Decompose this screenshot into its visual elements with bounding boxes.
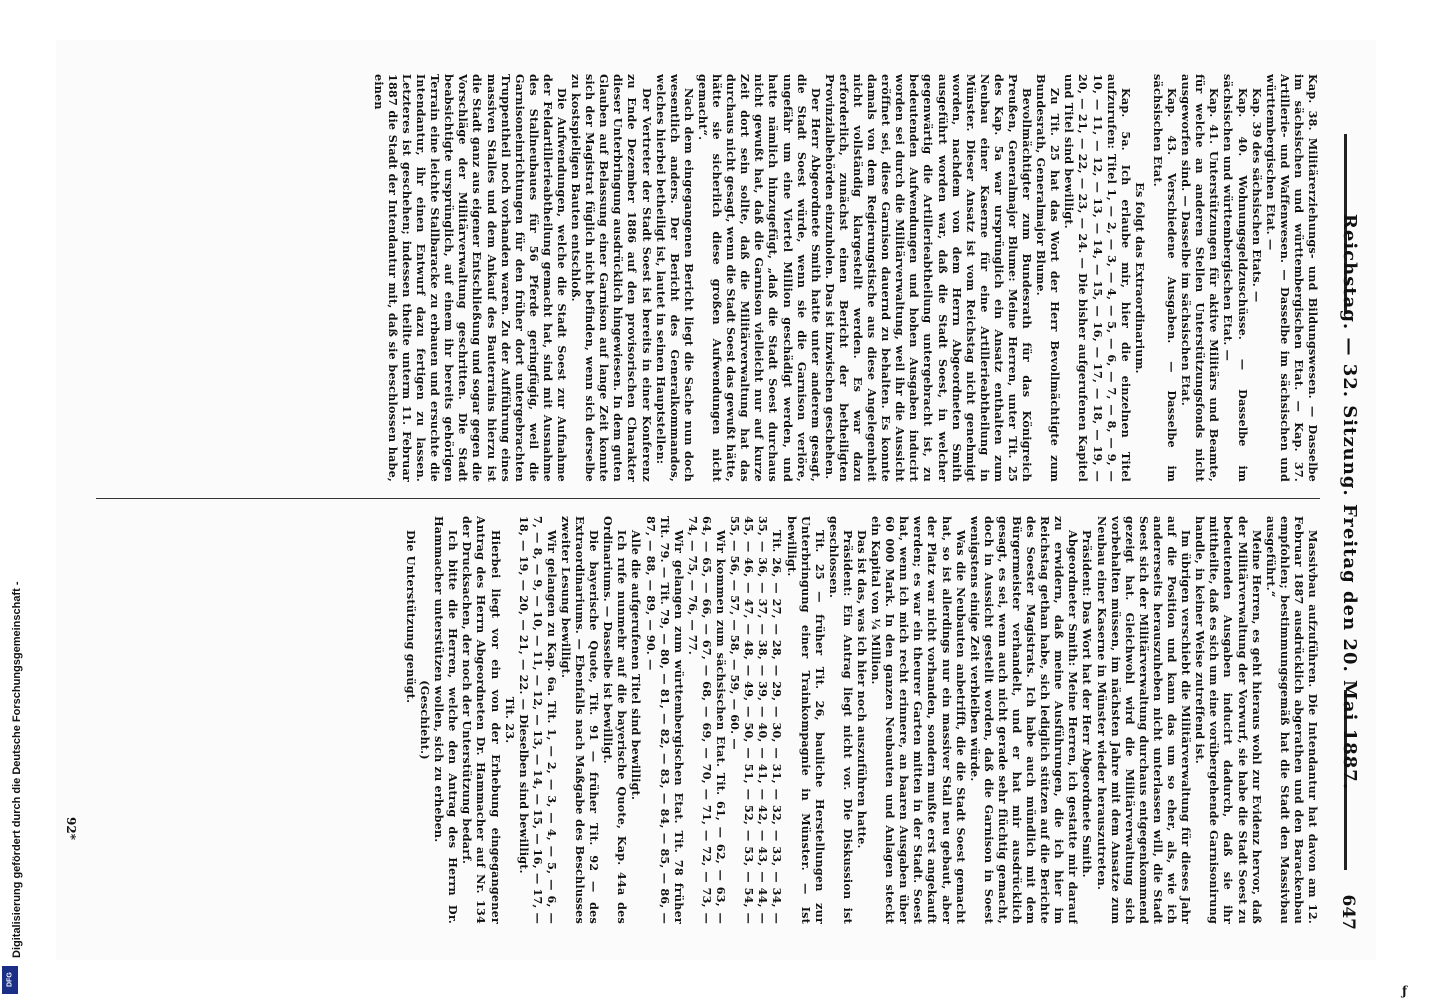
paragraph: Kap. 39 des sächsischen Etats. —	[1249, 88, 1264, 303]
credit-strip	[0, 0, 22, 1000]
paragraph: Die Aufwendungen, welche die Stadt Soest zur Aufnahme der Feldartillerieabtheilung gemacht hat, sind mit Ausnahme des Stallneubaues für 56 Pferde geringfügig, weil die Garnisoneinrichtungen für den früher dort untergebrachten Truppentheil noch vorhanden waren. Zu der Aufführung eines massiven Stalles und dem Ankauf des Bauterrains hierzu ist die Stadt ganz aus eigener Entschließung und sogar gegen die Vorschläge der Militärverwaltung geschritten. Die Stadt beabsichtigte ursprünglich, auf einem ihr bereits gehörigen Terrain eine leichte Stallbaracke zu erbauen und ersuchte die Intendantur, ihr einen Entwurf dazu fertigen zu lassen. Letzteres ist geschehen; indessen theilte unterm 11. Februar 1887 die Stadt der Intendantur mit, daß sie beschlossen habe, einen	[371, 74, 570, 482]
paragraph: Alle die aufgerufenen Titel sind bewilligt.	[629, 530, 644, 801]
paragraph: Meine Herren, es geht hieraus wohl zur Evidenz hervor, daß der Militärverwaltung der Vorwurf, sie habe die Stadt Soest zu bedeutenden Ausgaben inducirt dadurch, daß sie ihr mittheilte, daß es sich um eine vorübergehende Garnisonirung handle, in keiner Weise zutreffend ist.	[1193, 516, 1264, 924]
paragraph: Der Vertreter der Stadt Soest ist bereits in einer Konferenz zu Ende Dezember 1886 auf den provisorischen Charakter dieser Unterbringung ausdrücklich hingewiesen. In dem guten Glauben auf Belassung einer Garnison auf lange Zeit konnte sich der Magistrat füglich nicht befinden, wenn sich derselbe zu kostspieligen Bauten entschloß.	[569, 74, 654, 482]
column-divider	[96, 498, 1320, 499]
paragraph: Kap. 43. Verschiedene Ausgaben. — Dasselbe im sächsischen Etat.	[1150, 74, 1180, 482]
paragraph: Nach dem eingegangenen Bericht liegt die Sache nun doch wesentlich anders. Der Bericht des Generalkommandos, welches hierbei betheiligt ist, lautet in seinen Hauptstellen:	[653, 74, 696, 482]
page-header	[1330, 74, 1362, 930]
paragraph: Die Unterstützung genügt.	[404, 530, 418, 704]
paragraph: Bevollmächtigter zum Bundesrath für das Königreich Preußen, Generalmajor Blume: Meine Herren, unter Tit. 25 des Kap. 5a war ursprünglich ein Ansatz enthalten zum Neubau einer Kaserne für eine Artillerieabtheilung in Münster. Dieser Ansatz ist vom Reichstag nicht genehmigt worden, nachdem von dem Herrn Abgeordneten Smith ausgeführt worden war, daß die Stadt Soest, in welcher gegenwärtig die Artillerieabtheilung untergebracht ist, zu bedeutenden Aufwendungen und hohen Ausgaben inducirt worden sei durch die Militärverwaltung, weil ihr die Aussicht eröffnet sei, diese Garnison dauernd zu behalten. Es konnte damals von dem Regierungstische aus diese Angelegenheit nicht vollständig klargestellt werden. Es war dazu erforderlich, zunächst einen Bericht der betheiligten Provinzialbehörden einzuholen. Das ist inzwischen geschehen.	[822, 74, 1035, 482]
paragraph: Was die Neubauten anbetrifft, die die Stadt Soest gemacht hat, so ist allerdings nur ein massiver Stall neu gebaut, aber der Platz war nicht vorhanden, sondern mußte erst angekauft werden; es war ein theurer Garten mitten in der Stadt. Soest hat, wenn ich mich recht erinnere, an baaren Ausgaben über 60 000 Mark. In den ganzen Neubauten und Anlagen steckt ein Kapital von ¼ Million.	[869, 516, 968, 924]
paragraph: Wir gelangen zu Kap. 6a. Tit. 1, — 2, — 3, — 4, — 5, — 6, — 7, — 8, — 9, — 10, — 11, — 12, — 13, — 14, — 15, — 16, — 17, — 18, — 19, — 20, — 21, — 22. — Dieselben sind bewilligt.	[516, 516, 559, 924]
paragraph: Abgeordneter Smith: Meine Herren, ich gestatte mir darauf zu erwidern, daß meine Ausführungen, die ich hier im Reichstag gethan habe, sich lediglich stützen auf die Berichte des Soester Magistrats. Ich habe auch mündlich mit dem Bürgermeister verhandelt, und er hat mir ausdrücklich gesagt, es sei, wenn auch nicht gerade sehr flüchtig gemacht, doch in Aussicht gestellt worden, daß die Garnison in Soest wenigstens einige Zeit verbleiben würde.	[967, 516, 1081, 924]
paragraph: Ich bitte die Herren, welche den Antrag des Herrn Dr. Hammacher unterstützen wollen, sich zu erheben.	[432, 516, 461, 924]
paragraph: (Geschieht.)	[418, 680, 433, 760]
paragraph: Wir kommen zum sächsischen Etat. Tit. 61, — 62, — 63, — 64, — 65, — 66, — 67, — 68, — 69, — 70, — 71, — 72, — 73, — 74, — 75, — 76, — 77.	[685, 516, 729, 924]
paragraph: Tit. 23.	[502, 696, 517, 744]
paragraph: Das ist das, was ich hier noch auszuführen hatte.	[855, 530, 869, 849]
text-column-right	[80, 516, 1320, 924]
paragraph: Wir gelangen zum württembergischen Etat. Tit. 78 früher Tit. 79. — Tit. 79, — 80, — 81, — 82, — 83, — 84, — 85, — 86, — 87, — 88, — 89, — 90. —	[643, 516, 686, 924]
paragraph: Massivbau aufzuführen. Die Intendantur hat davon am 12. Februar 1887 ausdrücklich abgerathen und den Barackenbau empfohlen; bestimmungsgemäß hat die Stadt den Massivbau ausgeführt.“	[1263, 516, 1320, 924]
paragraph: Kap. 5a. Ich erlaube mir, hier die einzelnen Titel aufzurufen: Titel 1, — 2, — 3, — 4, — 5, — 6, — 7, — 8, — 9, — 10, — 11, — 12, — 13, — 14, — 15, — 16, — 17, — 18, — 19, — 20, — 21, — 22, — 23, — 24. — Die bisher aufgerufenen Kapitel und Titel sind bewilligt.	[1062, 74, 1133, 482]
paragraph: Es folgt das Extraordinarium.	[1132, 182, 1147, 374]
paragraph: Hierbei liegt vor ein von der Erhebung eingegangener Antrag des Herrn Abgeordneten Dr. Hammacher auf Nr. 134 der Drucksachen, der noch der Unterstützung bedarf.	[460, 516, 503, 924]
dfg-credit-text: Digitalisierung gefördert durch die Deutsche Forschungsgemeinschaft -	[11, 581, 23, 958]
scanned-page	[56, 40, 1376, 960]
paragraph: Präsident: Ein Antrag liegt nicht vor. Die Diskussion ist geschlossen.	[826, 516, 855, 924]
paragraph: Kap. 41. Unterstützungen für aktive Militärs und Beamte, für welche an anderen Stellen Unterstützungsfonds nicht ausgeworfen sind. — Dasselbe im sächsischen Etat.	[1179, 74, 1222, 482]
signature-mark: 92*	[64, 817, 78, 840]
paragraph: Kap. 40. Wohnungsgeldzuschüsse. — Dasselbe im sächsischen und württembergischen Etat. —	[1221, 74, 1250, 482]
page-number: 647	[1338, 894, 1358, 930]
paragraph: Präsident: Das Wort hat der Herr Abgeordnete Smith.	[1080, 530, 1095, 878]
edge-mark: ƒ	[1402, 984, 1408, 998]
paragraph: Die bayerische Quote, Tit. 91 — früher Tit. 92 — des Extraordinariums. — Ebenfalls nach Maßgabe des Beschlusses zweiter Lesung bewilligt.	[559, 516, 602, 924]
paragraph: Kap. 38. Militärerziehungs- und Bildungswesen. — Dasselbe im sächsischen und württembergischen Etat. — Kap. 37. Artillerie- und Waffenwesen. — Dasselbe im sächsischen und württembergischen Etat. —	[1263, 74, 1320, 482]
text-column-left	[80, 74, 1320, 482]
paragraph: Zu Tit. 25 hat das Wort der Herr Bevollmächtigte zum Bundesrath, Generalmajor Blume.	[1034, 74, 1063, 482]
dfg-logo: DFG	[2, 966, 18, 994]
page-title: Reichstag. — 32. Sitzung. Freitag den 20. Mai 1887.	[1339, 213, 1360, 791]
paragraph: Im übrigen verschiebt die Militärverwaltung für dieses Jahr auf die Position und kann das um so eher, als, wie ich andererseits herauszuheben nicht unterlassen will, die Stadt Soest sich der Militärverwaltung durchaus entgegenkommend gezeigt hat. Gleichwohl wird die Militärverwaltung sich vorbehalten müssen, im nächsten Jahre mit dem Ansatze zum Neubau einer Kaserne in Münster wieder herauszutreten.	[1094, 516, 1194, 924]
paragraph: Ich rufe nunmehr auf die bayerische Quote, Kap. 44a des Ordinariums. — Dasselbe ist bewilligt.	[601, 516, 630, 924]
paragraph: Tit. 26, — 27, — 28, — 29, — 30, — 31, — 32, — 33, — 34, — 35, — 36, — 37, — 38, — 39, — 40, — 41, — 42, — 43, — 44, — 45, — 46, — 47, — 48, — 49, — 50, — 51, — 52, — 53, — 54, — 55, — 56, — 57, — 58, — 59, — 60. —	[728, 516, 785, 924]
paragraph: Tit. 25 — früher Tit. 26, bauliche Herstellungen zur Unterbringung einer Trainkompagnie in Münster. — Ist bewilligt.	[784, 516, 827, 924]
paragraph: Der Herr Abgeordnete Smith hatte unter anderem gesagt, die Stadt Soest würde, wenn sie die Garnison verlöre, ungefähr um eine Viertel Million geschädigt werden, und hatte nämlich hinzugefügt, „daß die Stadt Soest durchaus nicht gewußt hat, daß die Garnison vielleicht nur auf kurze Zeit dort sein sollte, daß die Militärverwaltung hat das durchaus nicht gesagt, wenn die Stadt Soest das gewußt hätte, hätte sie sicherlich diese großen Aufwendungen nicht gemacht“.	[695, 74, 823, 482]
